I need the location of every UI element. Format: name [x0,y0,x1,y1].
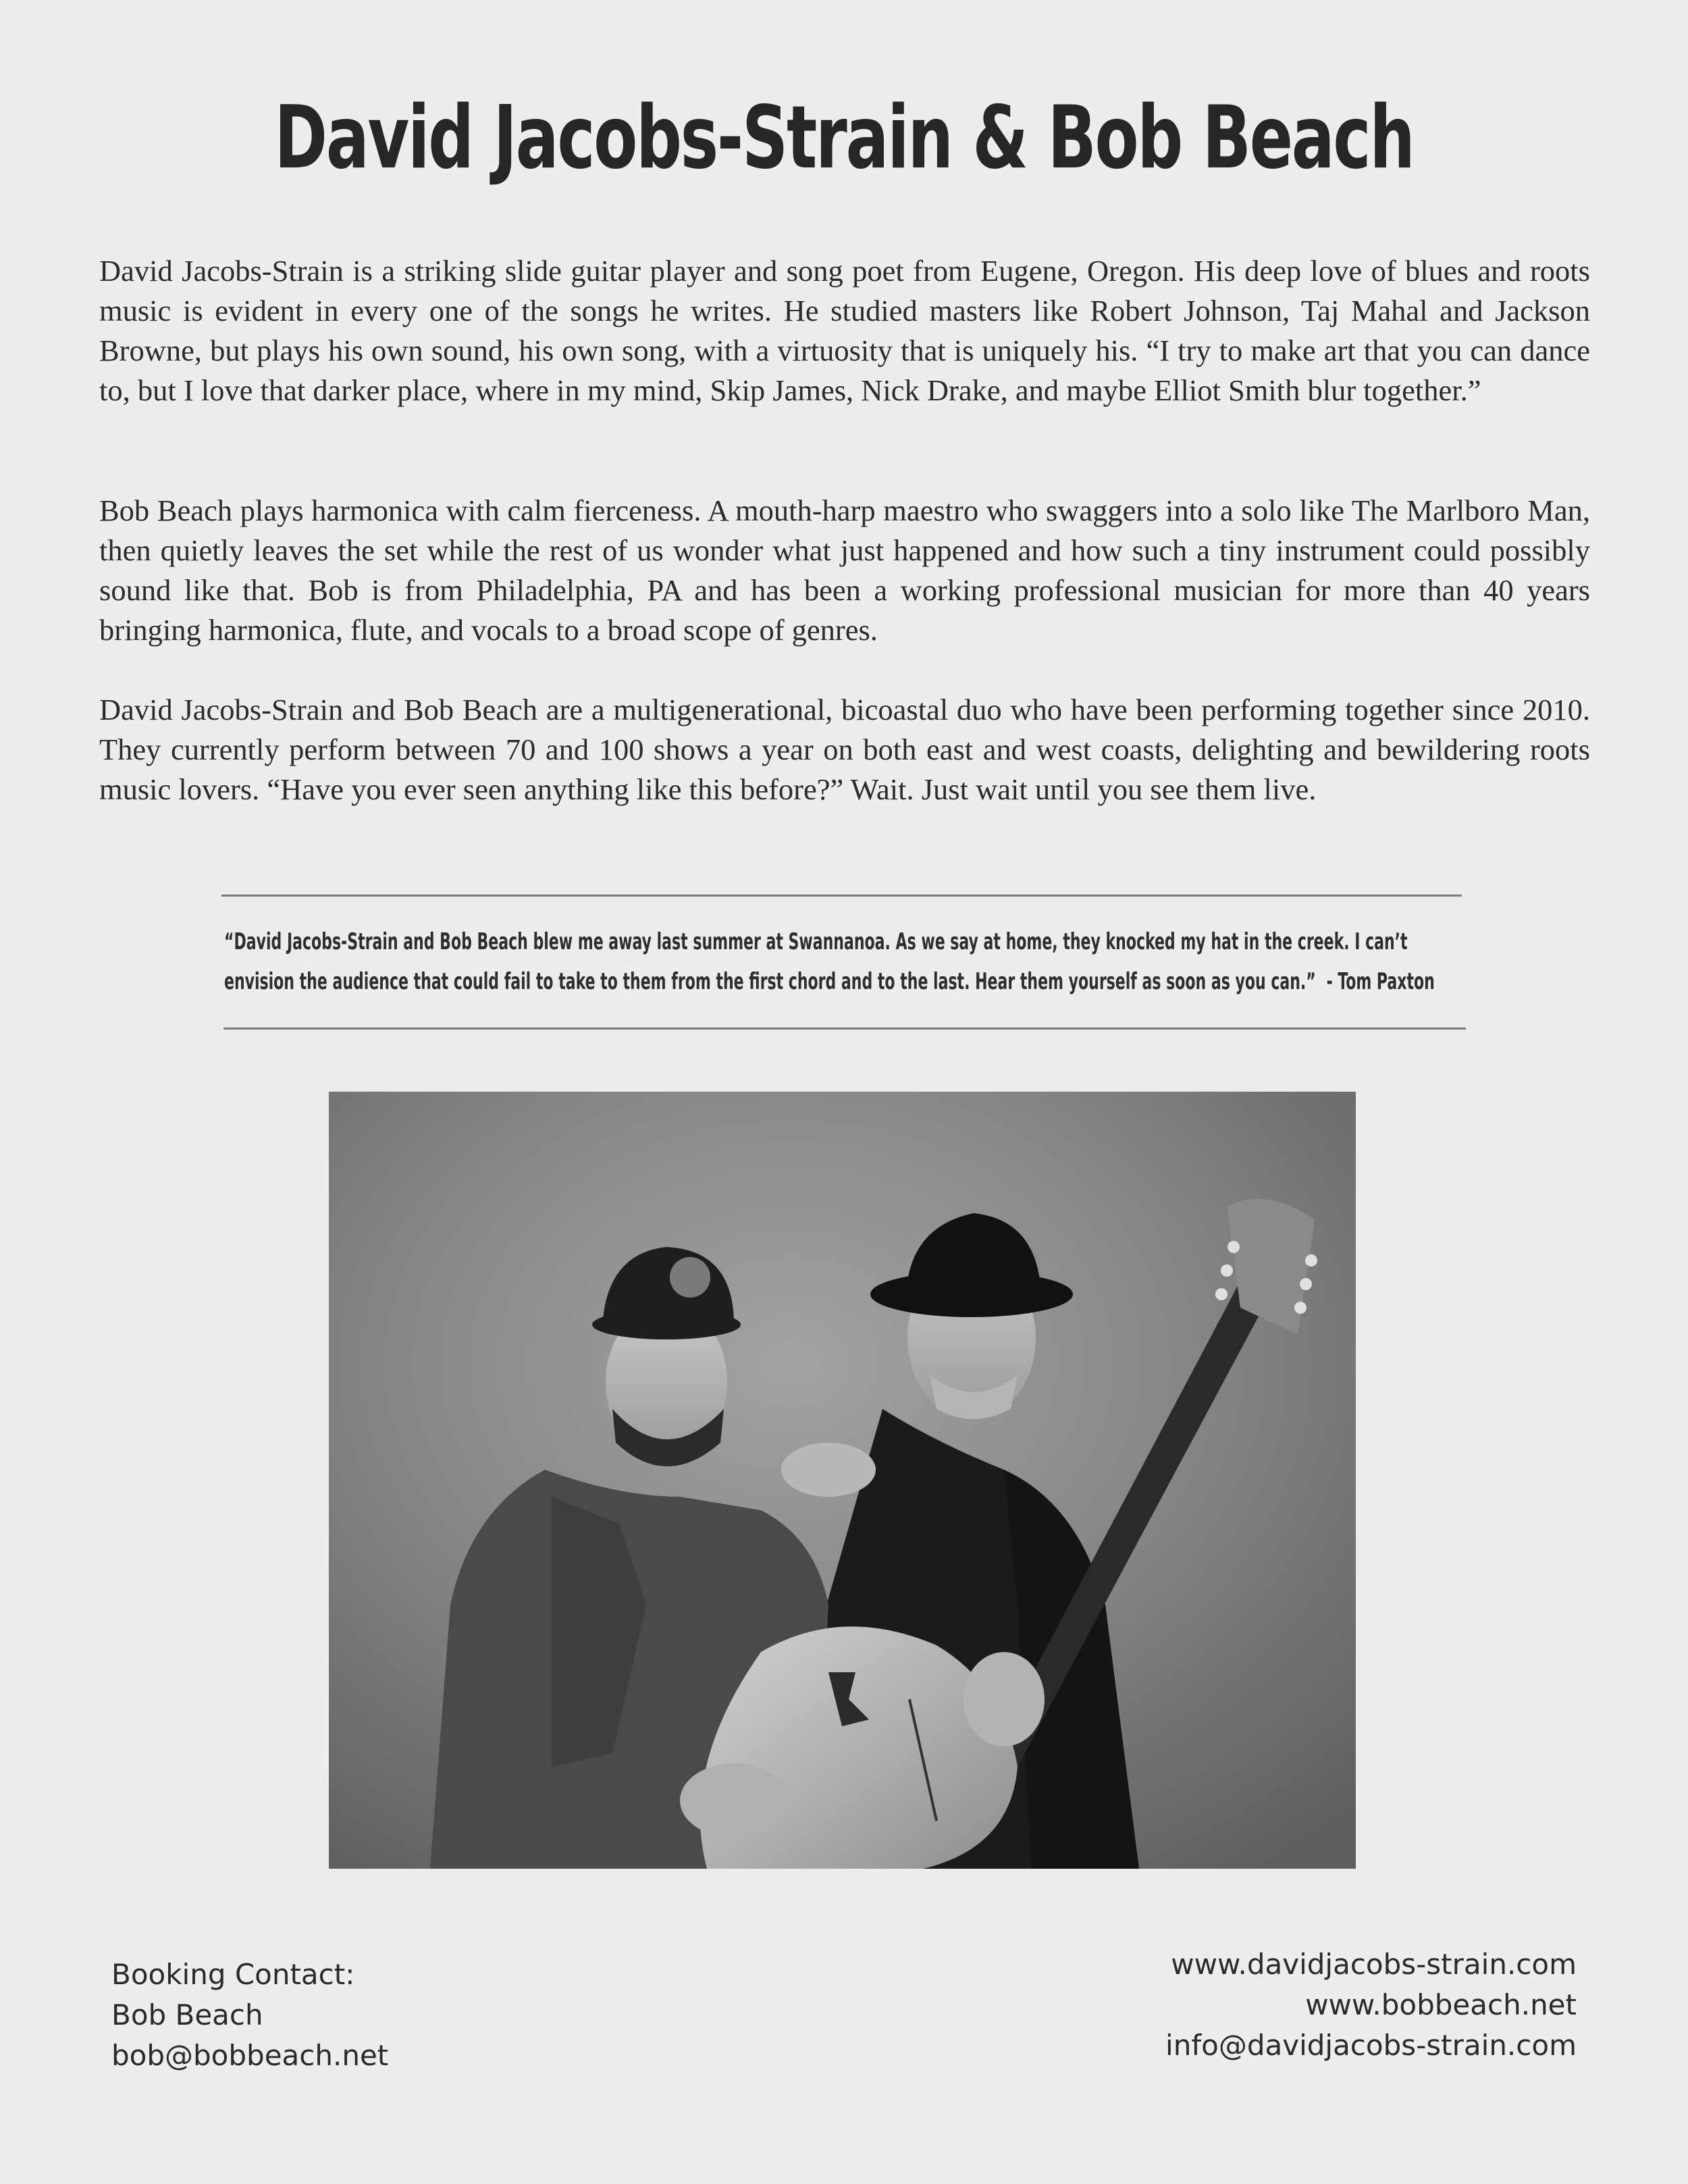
press-quote [224,922,1435,1002]
booking-email-link[interactable]: bob@bobbeach.net [111,2039,389,2072]
press-quote-line-2 [224,962,1435,1002]
info-email-link[interactable]: info@davidjacobs-strain.com [1165,2029,1577,2062]
press-quote-line-1: “David Jacobs-Strain and Bob Beach blew me away last summer at Swannanoa. As we say at home, they knocked my hat in the creek. I can’t [224,928,1408,955]
press-quote-line-2-text: envision the audience that could fail to take to them from the first chord and to the last. Hear them yourself as soon as you can.” [224,968,1316,995]
quote-author: - Tom Paxton [1326,968,1435,995]
website-link-bob[interactable]: www.bobbeach.net [1305,1988,1577,2021]
page-title: David Jacobs-Strain & Bob Beach [274,88,1414,188]
bio-paragraph-duo: David Jacobs-Strain and Bob Beach are a multigenerational, bicoastal duo who have been performing together since 2010. They currently perform between 70 and 100 shows a year on both east and west coasts, delighting and bewildering roots music lovers. “Have you ever seen anything like this before?” Wait. Just wait until you see them live. [99,693,1590,806]
bio-paragraph-david: David Jacobs-Strain is a striking slide guitar player and song poet from Eugene, Oregon. His deep love of blues and roots music is evident in every one of the songs he writes. He studied masters like Robert Johnson, Taj Mahal and Jackson Browne, but plays his own sound, his own song, with a virtuosity that is uniquely his. “I try to make art that you can dance to, but I love that darker place, where in my mind, Skip James, Nick Drake, and maybe Elliot Smith blur together.” [99,254,1590,407]
quote-divider-bottom [223,1028,1466,1030]
booking-contact [111,1954,388,2076]
links-block [1165,1944,1577,2066]
bio-paragraph-bob: Bob Beach plays harmonica with calm fierceness. A mouth-harp maestro who swaggers into a solo like The Marlboro Man, then quietly leaves the set while the rest of us wonder what just happened and how such a tiny instrument could possibly sound like that. Bob is from Philadelphia, PA and has been a working professional musician for more than 40 years bringing harmonica, flute, and vocals to a broad scope of genres. [99,494,1590,647]
booking-heading: Booking Contact: [111,1958,355,1991]
quote-divider-top [221,895,1462,897]
website-link-david[interactable]: www.davidjacobs-strain.com [1171,1948,1577,1981]
band-photo [329,1092,1356,1869]
band-photo-illustration [329,1092,1356,1869]
booking-name: Bob Beach [111,1998,263,2031]
